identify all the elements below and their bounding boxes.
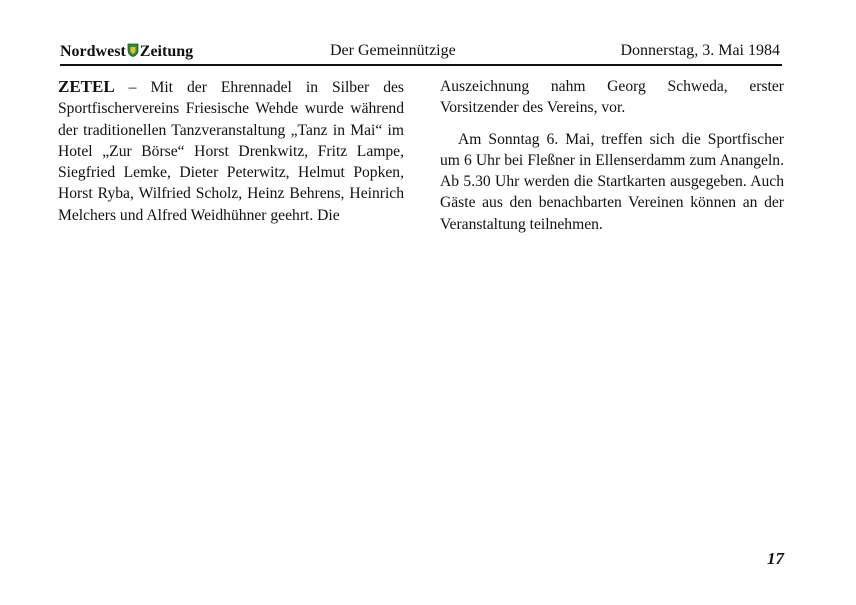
article-paragraph-2: Am Sonntag 6. Mai, treffen sich die Sportfischer um 6 Uhr bei Fleßner in Ellenserdamm zum Anangeln. Ab 5.30 Uhr werden die Startkarten ausgegeben. Auch Gäste aus den benachbarten Vereinen können an der Veranstaltung teilnehmen. — [440, 130, 784, 233]
coat-of-arms-icon — [127, 43, 139, 62]
article-column-left — [58, 76, 404, 226]
article-paragraph-1 — [58, 76, 404, 226]
issue-date: Donnerstag, 3. Mai 1984 — [620, 42, 780, 59]
article-column-right — [440, 76, 784, 235]
masthead — [60, 42, 193, 61]
newspaper-header — [60, 42, 782, 66]
page-number: 17 — [767, 549, 784, 568]
article-paragraph-continued: Auszeichnung nahm Georg Schweda, erster Vorsitzender des Vereins, vor. — [440, 78, 784, 117]
article-text-col1: – Mit der Ehrennadel in Silber des Sportfischervereins Friesische Wehde wurde während der traditionellen Tanzveranstaltung „Tanz in Mai“ im Hotel „Zur Börse“ Horst Drenkwitz, Fritz Lampe, Siegfried Lemke, Dieter Peterwitz, Helmut Popken, Horst Ryba, Wilfried Scholz, Heinz Behrens, Heinrich Melchers und Alfred Weidhühner geehrt. Die — [58, 79, 404, 224]
masthead-name-left: Nordwest — [60, 42, 126, 60]
dateline: ZETEL — [58, 77, 115, 96]
masthead-name-right: Zeitung — [139, 42, 194, 60]
section-title: Der Gemeinnützige — [330, 42, 456, 59]
